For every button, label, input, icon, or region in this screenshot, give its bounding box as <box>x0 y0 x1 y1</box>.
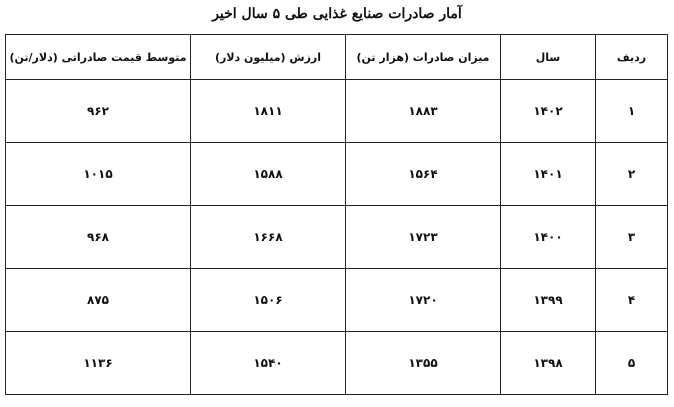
header-year: سال <box>501 35 596 80</box>
export-stats-table-container <box>5 34 667 395</box>
cell-average-price: ۸۷۵ <box>6 269 191 332</box>
cell-export-value: ۱۵۴۰ <box>191 332 346 395</box>
header-row-number: ردیف <box>596 35 668 80</box>
cell-year: ۱۴۰۰ <box>501 206 596 269</box>
cell-year: ۱۳۹۹ <box>501 269 596 332</box>
cell-average-price: ۱۰۱۵ <box>6 143 191 206</box>
cell-row-number: ۴ <box>596 269 668 332</box>
cell-row-number: ۲ <box>596 143 668 206</box>
table-row <box>6 80 668 143</box>
cell-average-price: ۹۶۲ <box>6 80 191 143</box>
cell-average-price: ۱۱۳۶ <box>6 332 191 395</box>
cell-average-price: ۹۶۸ <box>6 206 191 269</box>
header-export-volume: میزان صادرات (هزار تن) <box>346 35 501 80</box>
table-row <box>6 269 668 332</box>
header-average-price: متوسط قیمت صادراتی (دلار/تن) <box>6 35 191 80</box>
cell-export-value: ۱۸۱۱ <box>191 80 346 143</box>
cell-export-volume: ۱۵۶۴ <box>346 143 501 206</box>
cell-year: ۱۳۹۸ <box>501 332 596 395</box>
cell-export-value: ۱۵۰۶ <box>191 269 346 332</box>
cell-export-volume: ۱۷۲۳ <box>346 206 501 269</box>
cell-row-number: ۱ <box>596 80 668 143</box>
cell-export-value: ۱۶۶۸ <box>191 206 346 269</box>
table-title: آمار صادرات صنایع غذایی طی ۵ سال اخیر <box>212 6 462 22</box>
table-row <box>6 206 668 269</box>
cell-year: ۱۴۰۱ <box>501 143 596 206</box>
cell-export-volume: ۱۳۵۵ <box>346 332 501 395</box>
table-row <box>6 143 668 206</box>
cell-export-volume: ۱۸۸۳ <box>346 80 501 143</box>
cell-year: ۱۴۰۲ <box>501 80 596 143</box>
table-header-row <box>6 35 668 80</box>
cell-export-volume: ۱۷۲۰ <box>346 269 501 332</box>
cell-row-number: ۵ <box>596 332 668 395</box>
export-stats-table <box>5 34 668 395</box>
cell-export-value: ۱۵۸۸ <box>191 143 346 206</box>
cell-row-number: ۳ <box>596 206 668 269</box>
table-row <box>6 332 668 395</box>
header-export-value: ارزش (میلیون دلار) <box>191 35 346 80</box>
